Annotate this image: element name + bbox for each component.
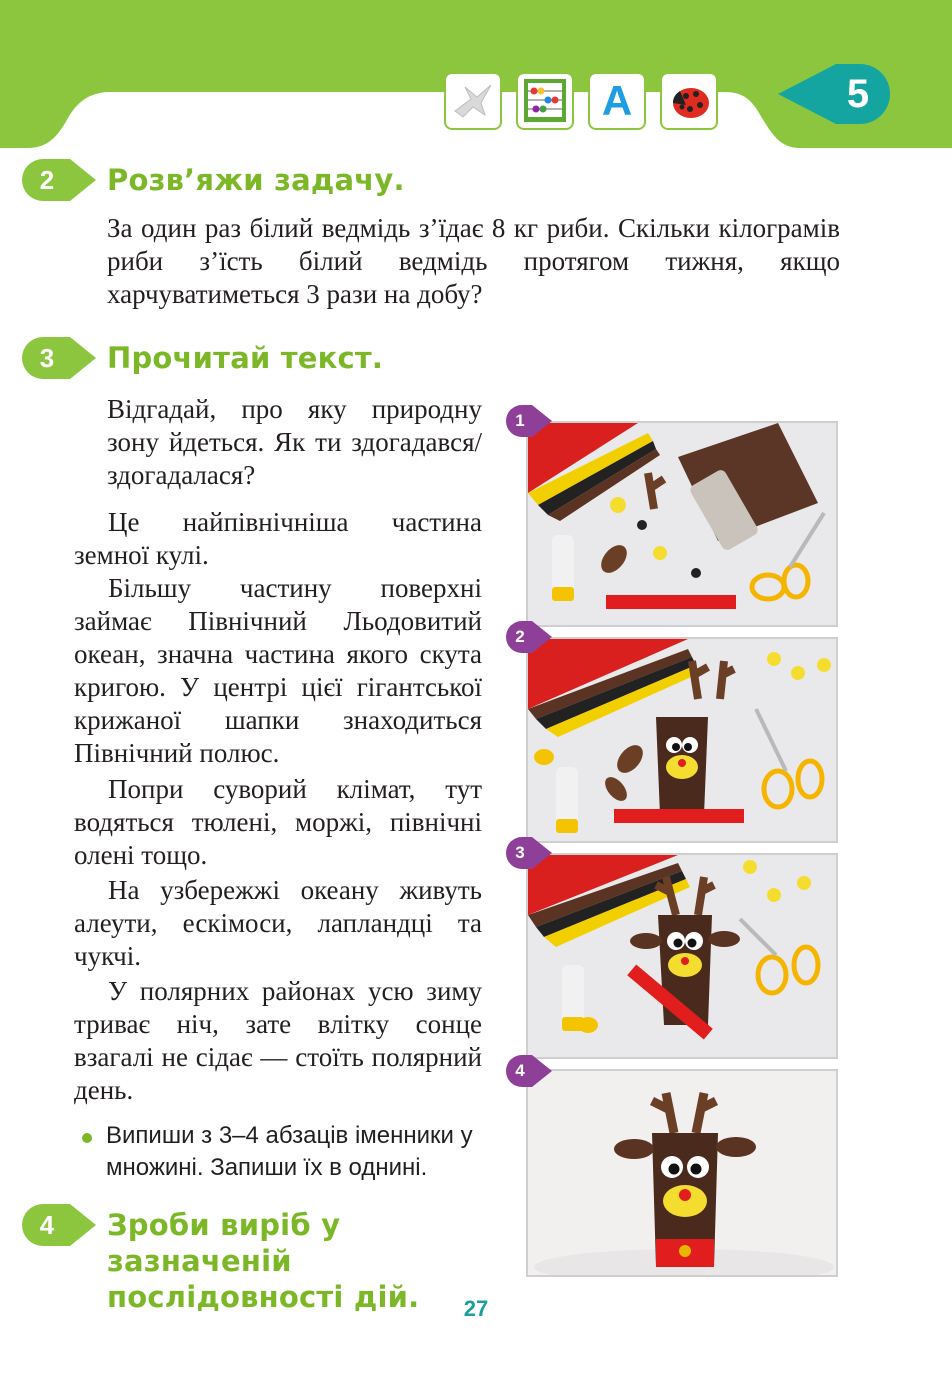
step-number: 4 [515,1061,525,1080]
abacus-icon [516,72,574,130]
task-body: За один раз білий ведмідь з’їдає 8 кг риби. Скільки кілограмів риби з’їсть білий ведмідь протягом тижня, якщо харчуватиметься 3 рази на добу? [107,213,840,309]
task-number: 4 [39,1209,55,1240]
letter-a-icon [588,72,646,130]
text-paragraph: Попри суворий клімат, тут водяться тюлені, моржі, північні олені тощо. [74,774,482,870]
task-title: Розв’яжи задачу. [107,163,405,197]
step-photo-4 [526,1069,838,1277]
task-number: 3 [39,342,55,373]
task-marker-2 [22,159,96,201]
step-photo-3 [526,853,838,1059]
step-number: 1 [515,411,525,430]
text-paragraph: На узбережжі океану живуть алеути, ескімоси, лапландці та чукчі. [74,875,482,971]
task-intro: Відгадай, про яку природну зону йдеться. Як ти здогадався/здогадалася? [107,394,482,490]
bullet-dot [82,1133,92,1143]
task-marker-4 [22,1204,96,1246]
step-badge-3 [506,837,552,869]
step-photo-2 [526,637,838,843]
step-number: 2 [515,627,525,646]
step-badge-2 [506,621,552,653]
bullet-text: Випиши з 3–4 абзаців іменники у множині. Запиши їх в однині. [106,1122,473,1181]
text-paragraph: У полярних районах усю зиму триває ніч, зате влітку сонце взагалі не сідає — стоїть полярний день. [74,976,482,1105]
step-number: 3 [515,843,525,862]
task-title: Прочитай текст. [107,341,384,375]
origami-bird-icon [444,72,502,130]
text-paragraph: Більшу частину поверхні займає Північний Льодовитий океан, значна частина якого скута кригою. У центрі цієї гігантської крижаної шапки знаходиться Північний полюс. [74,573,482,768]
step-photo-1 [526,421,838,627]
letter-a-text: A [601,77,633,124]
task-marker-3 [22,337,96,379]
bullet-item [74,1120,486,1184]
step-badge-1 [506,405,552,437]
ladybug-icon [660,72,718,130]
task-title: Зроби виріб у зазначеній послідовності дій. [107,1208,420,1314]
task-number: 2 [39,164,55,195]
step-badge-4 [506,1055,552,1087]
text-paragraph: Це найпівнічніша частина земної кулі. [74,507,482,570]
unit-number: 5 [846,71,870,116]
page-number: 27 [463,1296,489,1321]
header-icons [444,72,718,130]
